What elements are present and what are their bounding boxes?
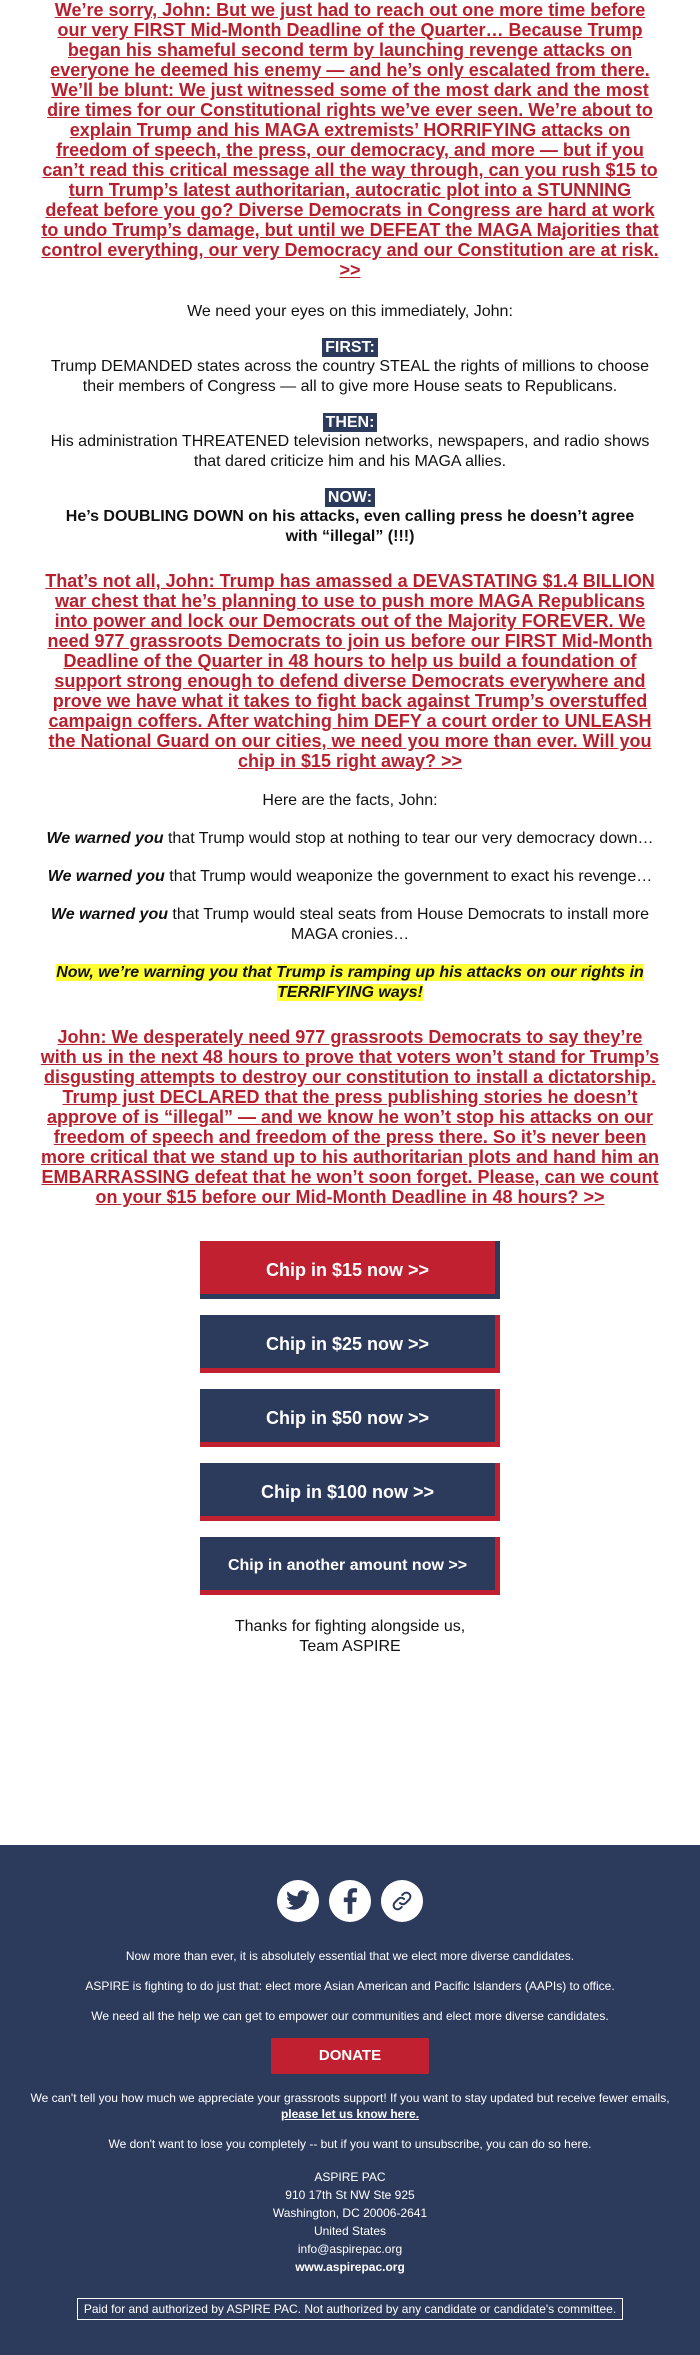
final-link[interactable]: John: We desperately need 977 grassroots Democrats to say they’re with us in the next 48 hours to prove that voters won’t stand for Trump’s disgusting attempts to destroy our constitution to install a dictatorship. Trump just DECLARED that the press publishing stories he doesn’t approve of is “illegal” — and we know he won’t stop his attacks on our freedom of speech and freedom of the press there. So it’s never been more critical that we stand up to his authoritarian plots and hand him an EMBARRASSING defeat that he won’t soon forget. Please, can we count on your $15 before our Mid-Month Deadline in 48 hours? >> [40, 1027, 660, 1207]
warned-lead: We warned you [46, 830, 164, 847]
footer-line1: Now more than ever, it is absolutely essential that we elect more diverse candidates. [125, 1949, 575, 1963]
chip-50-button[interactable]: Chip in $50 now >> [200, 1389, 500, 1447]
address-line: Washington, DC 20006-2641 [272, 2206, 428, 2220]
chip-25-button[interactable]: Chip in $25 now >> [200, 1315, 500, 1373]
address-line: 910 17th St NW Ste 925 [285, 2188, 415, 2202]
facts-text: Here are the facts, John: [262, 792, 438, 809]
mid-link[interactable]: That’s not all, John: Trump has amassed a DEVASTATING $1.4 BILLION war chest that he’s planning to use to push more MAGA Republicans into power and lock our Democrats out of the Majority FOREVER. We need 977 grassroots Democrats to join us before our FIRST Mid-Month Deadline of the Quarter in 48 hours to help us build a foundation of support strong enough to defend diverse Democrats everywhere and prove we have what it takes to fight back against Trump’s overstuffed campaign coffers. After watching him DEFY a court order to UNLEASH the National Guard on our cities, we need you more than ever. Will you chip in $15 right away? >> [45, 571, 655, 771]
warned-rest: that Trump would weaponize the government to exact his revenge… [164, 868, 653, 885]
highlight: Now, we’re warning you that Trump is ramping up his attacks on our rights in TERRIFYING ways! [56, 964, 644, 1001]
now-label: NOW: [325, 488, 375, 507]
let-us-know-link[interactable]: please let us know here. [280, 2107, 420, 2121]
warned-item [40, 867, 660, 887]
signoff-line: Thanks for fighting alongside us, [234, 1618, 466, 1635]
first-text: Trump DEMANDED states across the country STEAL the rights of millions to choose their members of Congress — all to give more House seats to Republicans. [50, 358, 650, 395]
email-link[interactable]: info@aspirepac.org [297, 2242, 403, 2256]
intro-link[interactable]: We’re sorry, John: But we just had to reach out one more time before our very FIRST Mid-Month Deadline of the Quarter… Because Trump began his shameful second term by launching revenge attacks on everyone he deemed his enemy — and he’s only escalated from there. We’ll be blunt: We just witnessed some of the most dark and the most dire times for our Constitutional rights we’ve ever seen. We’re about to explain Trump and his MAGA extremists’ HORRIFYING attacks on freedom of speech, the press, our democracy, and more — but if you can’t read this critical message all the way through, can you rush $15 to turn Trump’s latest authoritarian, autocratic plot into a STUNNING defeat before you go? Diverse Democrats in Congress are hard at work to undo Trump’s damage, but until we DEFEAT the MAGA Majorities that control everything, our very Democracy and our Constitution are at risk. >> [41, 0, 659, 280]
address-line: ASPIRE PAC [314, 2170, 386, 2184]
social-links [0, 1880, 700, 1922]
email-body [40, 0, 660, 1657]
website-link[interactable]: www.aspirepac.org [295, 2260, 405, 2274]
footer [0, 1845, 700, 2355]
disclaimer: Paid for and authorized by ASPIRE PAC. Not authorized by any candidate or candidate's committee. [77, 2298, 623, 2320]
unsubscribe-text[interactable]: We don't want to lose you completely -- but if you want to unsubscribe, you can do so here. [108, 2137, 592, 2151]
highlight-text [40, 963, 660, 1003]
signoff-team: Team ASPIRE [299, 1638, 401, 1655]
twitter-icon[interactable] [277, 1880, 319, 1922]
warned-lead: We warned you [50, 906, 168, 923]
link-icon[interactable] [381, 1880, 423, 1922]
address-line: United States [313, 2224, 387, 2238]
now-text: He’s DOUBLING DOWN on his attacks, even calling press he doesn’t agree with “illegal” (!!!) [65, 508, 635, 545]
eyes-text: We need your eyes on this immediately, John: [187, 303, 513, 320]
footer-line2: ASPIRE is fighting to do just that: elect more Asian American and Pacific Islanders (AAPIs) to office. [85, 1979, 615, 1993]
warned-lead: We warned you [47, 868, 165, 885]
chip-100-button[interactable]: Chip in $100 now >> [200, 1463, 500, 1521]
warned-item [40, 829, 660, 849]
appreciate-text: We can't tell you how much we appreciate your grassroots support! If you want to stay updated but receive fewer emails, [30, 2091, 670, 2105]
warned-item [40, 905, 660, 945]
address-block [0, 2168, 700, 2276]
chip-15-button[interactable]: Chip in $15 now >> [200, 1241, 500, 1299]
footer-line3: We need all the help we can get to empower our communities and elect more diverse candidates. [91, 2009, 609, 2023]
warned-rest: that Trump would steal seats from House Democrats to install more MAGA cronies… [167, 906, 650, 943]
facebook-icon[interactable] [329, 1880, 371, 1922]
donate-button[interactable]: DONATE [271, 2038, 429, 2074]
first-label: FIRST: [322, 338, 378, 357]
chip-other-button[interactable]: Chip in another amount now >> [200, 1537, 500, 1595]
then-label: THEN: [323, 413, 378, 432]
warned-rest: that Trump would stop at nothing to tear our very democracy down… [163, 830, 654, 847]
then-text: His administration THREATENED television networks, newspapers, and radio shows that dared criticize him and his MAGA allies. [50, 433, 650, 470]
